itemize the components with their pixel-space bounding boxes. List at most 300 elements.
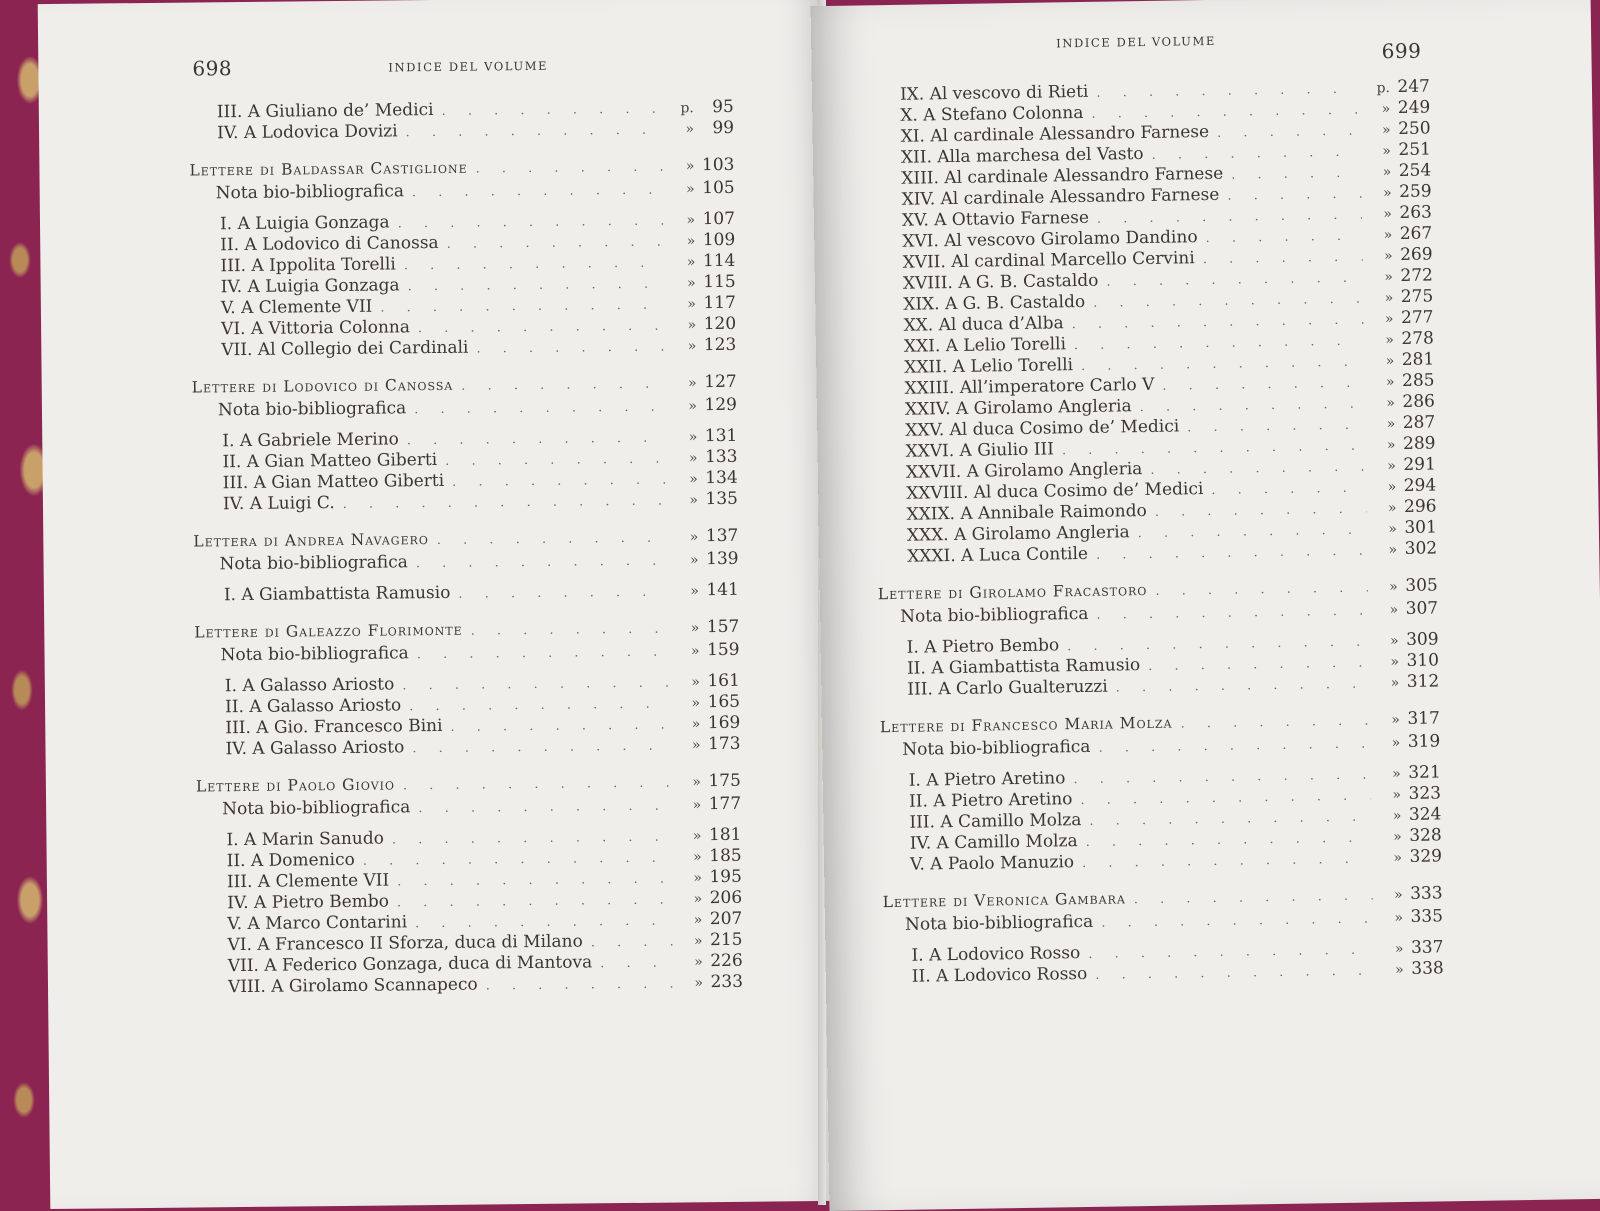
page-ref: 117 xyxy=(703,292,736,314)
entry-title: IX. Al vescovo di Rieti xyxy=(899,81,1089,105)
page-ref: 133 xyxy=(704,446,738,468)
page-marker: » xyxy=(687,338,697,355)
entry-title: V. A Paolo Manuzio xyxy=(909,852,1075,875)
page-marker: » xyxy=(1392,808,1402,825)
page-marker: » xyxy=(1393,887,1403,904)
entry-title: Nota bio-bibliografica xyxy=(215,181,405,204)
entry-title: IV. A Luigia Gonzaga xyxy=(220,275,400,298)
page-ref: 269 xyxy=(1399,244,1433,265)
entry-title: III. A Clemente VII xyxy=(226,870,390,893)
page-marker: » xyxy=(1394,941,1404,958)
page-ref: 175 xyxy=(708,770,741,792)
page-marker: » xyxy=(686,181,695,198)
nota-entry xyxy=(196,794,741,821)
entry-title: XVIII. A G. B. Castaldo xyxy=(902,270,1099,294)
page-ref: 337 xyxy=(1410,937,1444,958)
page-ref: 305 xyxy=(1405,575,1438,596)
page-marker: » xyxy=(688,398,698,415)
page-ref: 141 xyxy=(706,579,739,601)
page-ref: 129 xyxy=(704,394,738,416)
dot-leader xyxy=(600,953,673,975)
page-marker: » xyxy=(1388,521,1397,538)
dot-leader xyxy=(1116,674,1370,699)
toc-entry xyxy=(191,335,736,362)
page-marker: » xyxy=(1393,829,1402,846)
dot-leader xyxy=(1096,601,1368,626)
dot-leader xyxy=(1205,226,1362,249)
right-running-head: INDICE DEL VOLUME xyxy=(1056,33,1217,51)
page-ref: 120 xyxy=(703,313,737,335)
entry-title: II. A Domenico xyxy=(226,849,355,872)
entry-title: Lettere di Veronica Gambara xyxy=(882,889,1126,912)
entry-title: XXI. A Lelio Torelli xyxy=(903,334,1067,357)
page-ref: 206 xyxy=(709,887,743,909)
page-ref: 109 xyxy=(702,229,736,251)
page-ref: 338 xyxy=(1411,958,1444,979)
dot-leader xyxy=(441,99,664,122)
page-marker: » xyxy=(1390,675,1400,692)
page-ref: 177 xyxy=(708,793,742,815)
page-ref: 296 xyxy=(1403,496,1437,517)
dot-leader xyxy=(1187,415,1365,439)
page-marker: » xyxy=(689,552,699,569)
dot-leader xyxy=(461,374,667,397)
dot-leader xyxy=(406,120,665,144)
page-ref: 115 xyxy=(703,271,736,293)
page-ref: 207 xyxy=(709,908,743,930)
page-ref: 281 xyxy=(1401,349,1435,370)
page-marker: » xyxy=(690,583,699,600)
dot-leader xyxy=(471,619,670,642)
entry-title: XIV. Al cardinale Alessandro Farnese xyxy=(901,184,1220,210)
page-marker: » xyxy=(686,233,696,250)
page-marker: » xyxy=(1395,962,1404,979)
page-marker: p. xyxy=(680,100,694,117)
dot-leader xyxy=(409,694,670,718)
page-ref: 321 xyxy=(1408,762,1441,783)
page-ref: 173 xyxy=(707,733,741,755)
page-marker: » xyxy=(691,716,701,733)
dot-leader xyxy=(486,974,674,997)
entry-title: I. A Lodovico Rosso xyxy=(911,943,1081,966)
page-marker: » xyxy=(1383,206,1393,223)
entry-title: XVII. Al cardinal Marcello Cervini xyxy=(902,248,1195,273)
entry-title: II. A Pietro Aretino xyxy=(908,789,1073,812)
left-page-header xyxy=(38,50,820,88)
entry-title: XXIX. A Annibale Raimondo xyxy=(906,500,1147,525)
entry-title: VI. A Francesco II Sforza, duca di Milano xyxy=(227,931,583,956)
page-marker: » xyxy=(692,774,701,791)
page-marker: » xyxy=(1389,602,1399,619)
page-marker: » xyxy=(1388,542,1398,559)
entry-title: VIII. A Girolamo Scannapeco xyxy=(227,974,478,998)
dot-leader xyxy=(452,470,668,493)
page-ref: 251 xyxy=(1398,139,1432,160)
dot-leader xyxy=(475,157,664,180)
page-marker: » xyxy=(686,212,696,229)
page-ref: 289 xyxy=(1402,433,1436,454)
dot-leader xyxy=(403,773,671,797)
entry-title: VII. Al Collegio dei Cardinali xyxy=(221,337,469,361)
page-ref: 263 xyxy=(1399,202,1433,223)
page-ref: 165 xyxy=(707,691,741,713)
page-marker: » xyxy=(688,375,697,392)
page-ref: 317 xyxy=(1407,708,1441,729)
entry-title: V. A Marco Contarini xyxy=(227,912,408,935)
dot-leader xyxy=(397,890,672,914)
dot-leader xyxy=(412,180,665,204)
page-ref: 114 xyxy=(702,250,736,272)
entry-title: XX. Al duca d’Alba xyxy=(903,313,1064,336)
toc-section xyxy=(880,708,1442,876)
page-ref: 335 xyxy=(1410,906,1444,927)
page-ref: 309 xyxy=(1406,629,1439,650)
page-marker: » xyxy=(1391,735,1401,752)
toc-section xyxy=(194,617,740,761)
page-ref: 291 xyxy=(1403,454,1437,475)
entry-title: XXV. Al duca Cosimo de’ Medici xyxy=(905,416,1180,441)
entry-title: II. A Galasso Ariosto xyxy=(224,695,402,718)
page-ref: 272 xyxy=(1400,265,1434,286)
page-marker: » xyxy=(692,797,702,814)
toc-section xyxy=(192,372,738,516)
page-marker: » xyxy=(1386,395,1396,412)
page-marker: » xyxy=(1387,458,1397,475)
page-marker: » xyxy=(688,450,698,467)
page-ref: 250 xyxy=(1397,118,1431,139)
page-marker: » xyxy=(1382,164,1392,181)
page-ref: 275 xyxy=(1400,286,1434,307)
page-marker: » xyxy=(690,620,700,637)
entry-title: IV. A Lodovica Dovizi xyxy=(216,121,398,144)
toc-entry xyxy=(194,580,739,607)
dot-leader xyxy=(458,582,669,605)
page-marker: » xyxy=(694,954,703,971)
nota-entry xyxy=(194,640,739,667)
page-marker: » xyxy=(1382,185,1392,202)
page-ref: 169 xyxy=(707,712,741,734)
page-ref: 277 xyxy=(1400,307,1434,328)
page-marker: » xyxy=(693,891,703,908)
page-marker: » xyxy=(693,933,703,950)
entry-title: XXXI. A Luca Contile xyxy=(907,543,1089,567)
entry-title: XXII. A Lelio Torelli xyxy=(904,355,1074,378)
page-ref: 127 xyxy=(704,371,737,393)
page-ref: 139 xyxy=(706,548,739,570)
page-ref: 294 xyxy=(1403,475,1437,496)
left-table-of-contents xyxy=(189,97,744,1015)
nota-entry xyxy=(192,395,737,422)
page-marker: » xyxy=(686,254,696,271)
dot-leader xyxy=(1101,908,1373,933)
page-ref: 285 xyxy=(1401,370,1435,391)
toc-entry xyxy=(195,734,740,761)
entry-title: I. A Giambattista Ramusio xyxy=(223,582,451,606)
entry-title: III. A Giuliano de’ Medici xyxy=(216,99,434,123)
right-page-number: 699 xyxy=(1381,38,1422,64)
dot-leader xyxy=(437,528,669,551)
toc-section xyxy=(870,76,1438,568)
page-marker: » xyxy=(1394,910,1404,927)
dot-leader xyxy=(1155,578,1368,602)
dot-leader xyxy=(1180,711,1370,735)
entry-title: Nota bio-bibliografica xyxy=(904,911,1094,935)
page-marker: » xyxy=(693,870,702,887)
section-heading xyxy=(194,617,739,644)
page-marker: » xyxy=(690,643,700,660)
dot-leader xyxy=(407,428,668,452)
page-ref: 310 xyxy=(1406,650,1440,671)
dot-leader xyxy=(380,295,666,319)
page-ref: 286 xyxy=(1402,391,1436,412)
page-ref: 254 xyxy=(1398,160,1432,181)
page-marker: » xyxy=(689,492,699,509)
entry-title: I. A Pietro Aretino xyxy=(908,768,1066,791)
dot-leader xyxy=(415,911,672,935)
page-ref: 161 xyxy=(707,670,740,692)
page-marker: » xyxy=(693,912,703,929)
page-marker: » xyxy=(1383,248,1393,265)
entry-title: XXVII. A Girolamo Angleria xyxy=(905,459,1143,483)
page-marker: » xyxy=(692,828,702,845)
page-ref: 323 xyxy=(1408,783,1442,804)
page-marker: » xyxy=(1389,633,1399,650)
entry-title: X. A Stefano Colonna xyxy=(900,102,1084,126)
page-marker: » xyxy=(1387,500,1397,517)
entry-title: Lettere di Francesco Maria Molza xyxy=(879,713,1173,737)
page-ref: 181 xyxy=(708,824,742,846)
entry-title: VI. A Vittoria Colonna xyxy=(221,317,411,340)
page-marker: » xyxy=(687,296,696,313)
page-marker: » xyxy=(687,317,697,334)
page-marker: » xyxy=(1391,712,1400,729)
page-marker: » xyxy=(1384,290,1394,307)
page-marker: » xyxy=(1385,353,1395,370)
page-marker: » xyxy=(691,674,700,691)
page-marker: » xyxy=(691,695,701,712)
page-ref: 259 xyxy=(1398,181,1432,202)
page-ref: 135 xyxy=(705,488,739,510)
entry-title: III. A Carlo Gualteruzzi xyxy=(907,676,1108,700)
entry-title: XII. Alla marchesa del Vasto xyxy=(900,143,1144,168)
page-marker: » xyxy=(689,529,699,546)
page-ref: 329 xyxy=(1409,846,1443,867)
dot-leader xyxy=(1227,184,1362,207)
dot-leader xyxy=(1211,478,1366,501)
nota-entry xyxy=(190,178,735,205)
left-running-head: INDICE DEL VOLUME xyxy=(388,58,549,75)
toc-section xyxy=(883,883,1444,988)
entry-title: Nota bio-bibliografica xyxy=(217,398,407,421)
page-ref: 105 xyxy=(702,177,735,199)
toc-section xyxy=(196,771,743,999)
entry-title: I. A Galasso Ariosto xyxy=(224,674,395,697)
entry-title: IV. A Galasso Ariosto xyxy=(225,737,405,760)
dot-leader xyxy=(418,316,666,340)
section-heading xyxy=(193,526,738,553)
dot-leader xyxy=(414,397,667,421)
page-ref: 123 xyxy=(703,334,737,356)
dot-leader xyxy=(392,827,672,851)
page-marker: » xyxy=(1384,269,1394,286)
dot-leader xyxy=(1095,960,1374,985)
entry-title: III. A Gian Matteo Giberti xyxy=(222,470,445,494)
entry-title: Lettera di Andrea Navagero xyxy=(193,530,429,551)
page-ref: 95 xyxy=(712,96,734,118)
dot-leader xyxy=(412,736,670,760)
page-ref: 103 xyxy=(701,154,735,176)
entry-title: Lettere di Paolo Giovio xyxy=(195,775,396,796)
entry-title: Nota bio-bibliografica xyxy=(219,552,408,575)
page-ref: 107 xyxy=(702,208,736,230)
page-ref: 159 xyxy=(706,639,740,661)
dot-leader xyxy=(418,796,671,820)
page-marker: » xyxy=(1392,787,1402,804)
page-ref: 287 xyxy=(1402,412,1436,433)
toc-entry xyxy=(193,489,738,516)
page-ref: 247 xyxy=(1397,76,1431,97)
page-ref: 324 xyxy=(1408,804,1442,825)
toc-entry xyxy=(189,118,734,145)
dot-leader xyxy=(1098,734,1370,759)
entry-title: III. A Ippolita Torelli xyxy=(220,254,396,277)
entry-title: III. A Camillo Molza xyxy=(909,810,1082,833)
dot-leader xyxy=(1217,121,1361,144)
dot-leader xyxy=(1096,541,1368,566)
nota-entry xyxy=(193,549,738,576)
dot-leader xyxy=(1203,247,1363,271)
page-ref: 137 xyxy=(705,525,739,547)
dot-leader xyxy=(591,932,673,954)
entry-title: Nota bio-bibliografica xyxy=(222,797,411,820)
page-marker: » xyxy=(1382,143,1392,160)
left-page xyxy=(38,0,833,1209)
page-ref: 328 xyxy=(1409,825,1442,846)
page-marker: » xyxy=(1385,332,1395,349)
entry-title: XXIII. All’imperatore Carlo V xyxy=(904,374,1155,399)
page-marker: » xyxy=(1381,101,1391,118)
dot-leader xyxy=(1231,163,1361,186)
page-ref: 157 xyxy=(706,616,740,638)
page-ref: 215 xyxy=(709,929,743,951)
toc-section xyxy=(878,575,1440,701)
toc-entry xyxy=(198,972,743,999)
dot-leader xyxy=(1134,885,1373,910)
page-ref: 233 xyxy=(710,971,744,993)
page-ref: 319 xyxy=(1407,731,1441,752)
entry-title: IV. A Luigi C. xyxy=(222,493,335,515)
dot-leader xyxy=(445,449,668,472)
page-ref: 302 xyxy=(1404,538,1438,559)
entry-title: Lettere di Baldassar Castiglione xyxy=(189,158,468,180)
page-marker: » xyxy=(1393,850,1403,867)
page-marker: » xyxy=(1392,766,1401,783)
entry-title: III. A Gio. Francesco Bini xyxy=(225,715,443,739)
page-marker: » xyxy=(689,471,698,488)
page-ref: 131 xyxy=(704,425,738,447)
entry-title: II. A Giambattista Ramusio xyxy=(906,655,1141,679)
dot-leader xyxy=(397,869,672,893)
page-marker: » xyxy=(1387,479,1397,496)
toc-section xyxy=(193,526,739,607)
entry-title: I. A Pietro Bembo xyxy=(906,635,1060,658)
entry-title: XIII. Al cardinale Alessandro Farnese xyxy=(901,163,1224,189)
dot-leader xyxy=(402,673,670,697)
page-ref: 195 xyxy=(709,866,742,888)
dot-leader xyxy=(398,211,666,235)
dot-leader xyxy=(447,232,666,255)
page-ref: 307 xyxy=(1405,598,1439,619)
page-ref: 99 xyxy=(712,117,735,139)
page-marker: » xyxy=(693,849,702,866)
page-marker: » xyxy=(1386,437,1396,454)
section-heading xyxy=(196,771,741,798)
entry-title: V. A Clemente VII xyxy=(220,296,373,319)
page-ref: 134 xyxy=(705,467,738,489)
entry-title: I. A Gabriele Merino xyxy=(222,429,399,452)
entry-title: I. A Luigia Gonzaga xyxy=(219,212,390,235)
entry-title: Nota bio-bibliografica xyxy=(900,603,1089,627)
entry-title: II. A Lodovico di Canossa xyxy=(220,232,439,256)
dot-leader xyxy=(404,253,666,277)
page-marker: » xyxy=(685,121,695,138)
dot-leader xyxy=(408,274,666,298)
entry-title: XI. Al cardinale Alessandro Farnese xyxy=(900,121,1210,147)
toc-section xyxy=(189,155,736,362)
entry-title: II. A Gian Matteo Giberti xyxy=(222,449,438,473)
entry-title: Nota bio-bibliografica xyxy=(220,643,409,666)
dot-leader xyxy=(450,715,670,738)
entry-title: Nota bio-bibliografica xyxy=(902,736,1091,760)
entry-title: XXVI. A Giulio III xyxy=(905,439,1055,462)
right-page xyxy=(811,0,1600,1211)
entry-title: XV. A Ottavio Farnese xyxy=(901,207,1090,231)
page-marker: » xyxy=(1381,122,1391,139)
page-marker: » xyxy=(685,158,695,175)
entry-title: XXIV. A Girolamo Angleria xyxy=(904,396,1132,420)
page-marker: » xyxy=(1386,416,1396,433)
toc-section xyxy=(189,97,734,145)
page-marker: » xyxy=(1383,227,1393,244)
page-ref: 267 xyxy=(1399,223,1433,244)
entry-title: IV. A Camillo Molza xyxy=(909,831,1078,854)
page-ref: 249 xyxy=(1397,97,1431,118)
page-marker: » xyxy=(1389,579,1398,596)
section-heading xyxy=(189,155,734,182)
dot-leader xyxy=(1082,848,1372,874)
section-heading xyxy=(192,372,737,399)
page-ref: 301 xyxy=(1404,517,1438,538)
entry-title: I. A Marin Sanudo xyxy=(226,828,385,851)
right-table-of-contents xyxy=(870,76,1444,1004)
page-marker: » xyxy=(691,737,701,754)
page-marker: » xyxy=(694,975,704,992)
entry-title: XIX. A G. B. Castaldo xyxy=(903,291,1086,315)
page-marker: p. xyxy=(1376,80,1391,97)
entry-title: Lettere di Galeazzo Florimonte xyxy=(194,620,463,642)
left-page-number: 698 xyxy=(192,56,233,81)
page-marker: » xyxy=(687,275,696,292)
dot-leader xyxy=(343,491,668,515)
entry-title: IV. A Pietro Bembo xyxy=(227,891,390,914)
dot-leader xyxy=(416,551,669,575)
page-marker: » xyxy=(1390,654,1400,671)
entry-title: XXVIII. Al duca Cosimo de’ Medici xyxy=(906,479,1204,504)
entry-title: II. A Lodovico Rosso xyxy=(911,963,1088,987)
entry-title: XVI. Al vescovo Girolamo Dandino xyxy=(902,227,1198,252)
entry-title: VII. A Federico Gonzaga, duca di Mantova xyxy=(227,952,593,977)
page-ref: 185 xyxy=(709,845,742,867)
